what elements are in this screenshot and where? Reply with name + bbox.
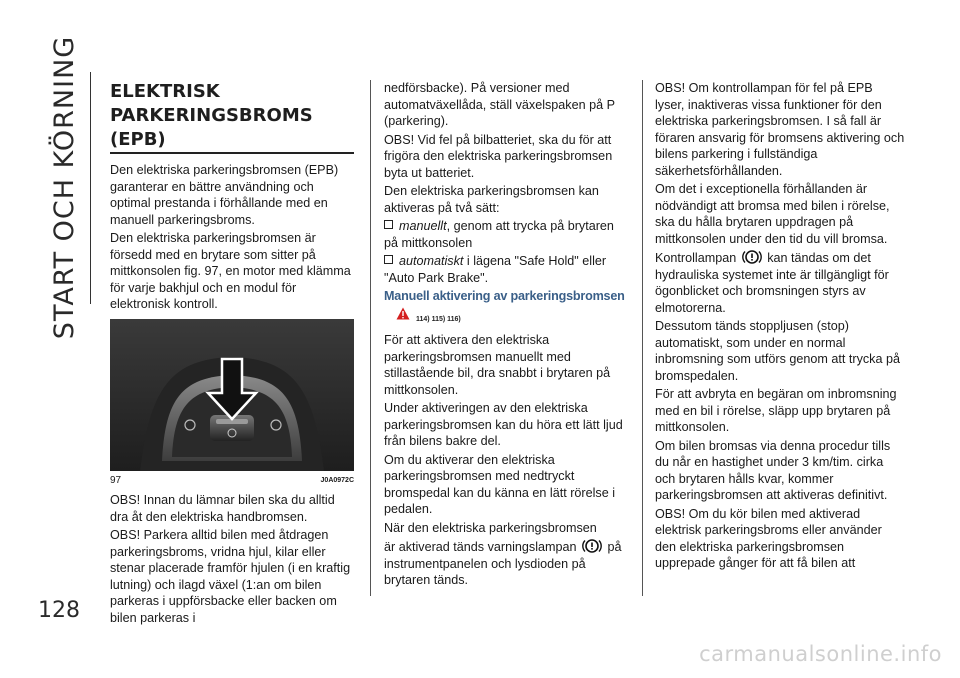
paragraph: Den elektriska parkeringsbromsen är försedd med en brytare som sitter på mittkonsolen fig. 97, en motor med klämma för varje bakhjul och en modul för elektronisk kontroll. <box>110 231 351 311</box>
warning-triangle-icon <box>396 307 410 320</box>
parking-brake-warning-icon <box>582 538 602 554</box>
paragraph: Den elektriska parkeringsbromsen (EPB) garanterar en bättre användning och optimal prestanda i förhållande med en manuell parkeringsbroms. <box>110 163 339 227</box>
warning-references: 114) 115) 116) <box>396 307 630 329</box>
column-divider <box>370 80 371 596</box>
paragraph: OBS! Vid fel på bilbatteriet, ska du för att frigöra den elektriska parkeringsbromsen byta ut batteriet. <box>384 132 613 180</box>
paragraph: För att avbryta en begäran om inbromsning med en bil i rörelse, släpp upp brytaren på mittkonsolen. <box>655 387 897 434</box>
paragraph: För att aktivera den elektriska parkeringsbromsen manuellt med stillastående bil, dra snabbt i brytaren på mittkonsolen. <box>384 333 611 397</box>
paragraph: Dessutom tänds stoppljusen (stop) automatiskt, som under en normal inbromsning som utförs genom att trycka på bromspedalen. <box>655 319 900 383</box>
watermark: carmanualsonline.info <box>699 642 942 666</box>
subheading: Manuell aktivering av parkeringsbromsen <box>384 289 625 303</box>
paragraph: OBS! Innan du lämnar bilen ska du alltid dra åt den elektriska handbromsen. <box>110 493 335 524</box>
paragraph: OBS! Parkera alltid bilen med åtdragen parkeringsbroms, vridna hjul, kilar eller stenar placerade framför hjulen (i en kraftig lutning) och ilagd växel (1:an om bilen parkeras i uppförsbacke eller backen om bilen parkeras i <box>110 528 351 625</box>
column-2 <box>384 80 630 591</box>
paragraph: Under aktiveringen av den elektriska parkeringsbromsen kan du höra ett lätt ljud från bilens bakre del. <box>384 401 623 448</box>
figure-code: J0A0972C <box>320 476 354 484</box>
paragraph: När den elektriska parkeringsbromsen <box>384 520 597 535</box>
paragraph: OBS! Om du kör bilen med aktiverad elektrisk parkeringsbroms eller använder den elektriska parkeringsbromsen upprepade gånger för att få bilen att <box>655 506 882 570</box>
paragraph: Om du aktiverar den elektriska parkeringsbromsen med nedtryckt bromspedal kan du känna en lätt rörelse i pedalen. <box>384 452 616 516</box>
paragraph: nedförsbacke). På versioner med automatväxellåda, ställ växelspaken på P (parkering). <box>384 81 615 128</box>
parking-brake-switch-photo <box>110 319 354 471</box>
paragraph: Den elektriska parkeringsbromsen kan aktiveras på två sätt: <box>384 184 599 215</box>
paragraph: är aktiverad tänds varningslampan på instrumentpanelen och lysdioden på brytaren tänds. <box>384 540 622 587</box>
paragraph: OBS! Om kontrollampan för fel på EPB lyser, inaktiveras vissa funktioner för den elektriska parkeringsbromsen. I så fall är föraren ansvarig för bromsens aktivering och bilens parkering i fullständiga säkerhetsförhållanden. <box>655 81 905 178</box>
column-3 <box>655 80 905 574</box>
column-1 <box>110 80 354 628</box>
list-item: automatiskt i lägena "Safe Hold" eller "Auto Park Brake". <box>384 254 607 285</box>
page-number: 128 <box>38 598 80 623</box>
chapter-divider <box>90 72 91 304</box>
figure-number: 97 <box>110 474 122 486</box>
paragraph: Om bilen bromsas via denna procedur tills du når en hastighet under 3 km/tim. cirka och brytaren hålls kvar, kommer parkeringsbromsen att aktiveras definitivt. <box>655 438 891 502</box>
chapter-title: START OCH KÖRNING <box>49 35 81 339</box>
list-item: manuellt, genom att trycka på brytaren på mittkonsolen <box>384 219 614 250</box>
bullet-icon <box>384 220 393 229</box>
brake-warning-icon <box>742 249 762 265</box>
figure-caption <box>110 473 354 490</box>
paragraph: Om det i exceptionella förhållanden är nödvändigt att bromsa med bilen i rörelse, ska du hålla brytaren uppdragen på mittkonsolen under den tid du vill bromsa. <box>655 182 890 246</box>
bullet-icon <box>384 255 393 264</box>
section-heading: ELEKTRISK PARKERINGSBROMS (EPB) <box>110 80 354 154</box>
column-divider <box>642 80 643 596</box>
paragraph: Kontrollampan kan tändas om det hydrauliska systemet inte är tillgängligt för ögonblicket och bromsningen styrs av elmotorerna. <box>655 251 889 315</box>
